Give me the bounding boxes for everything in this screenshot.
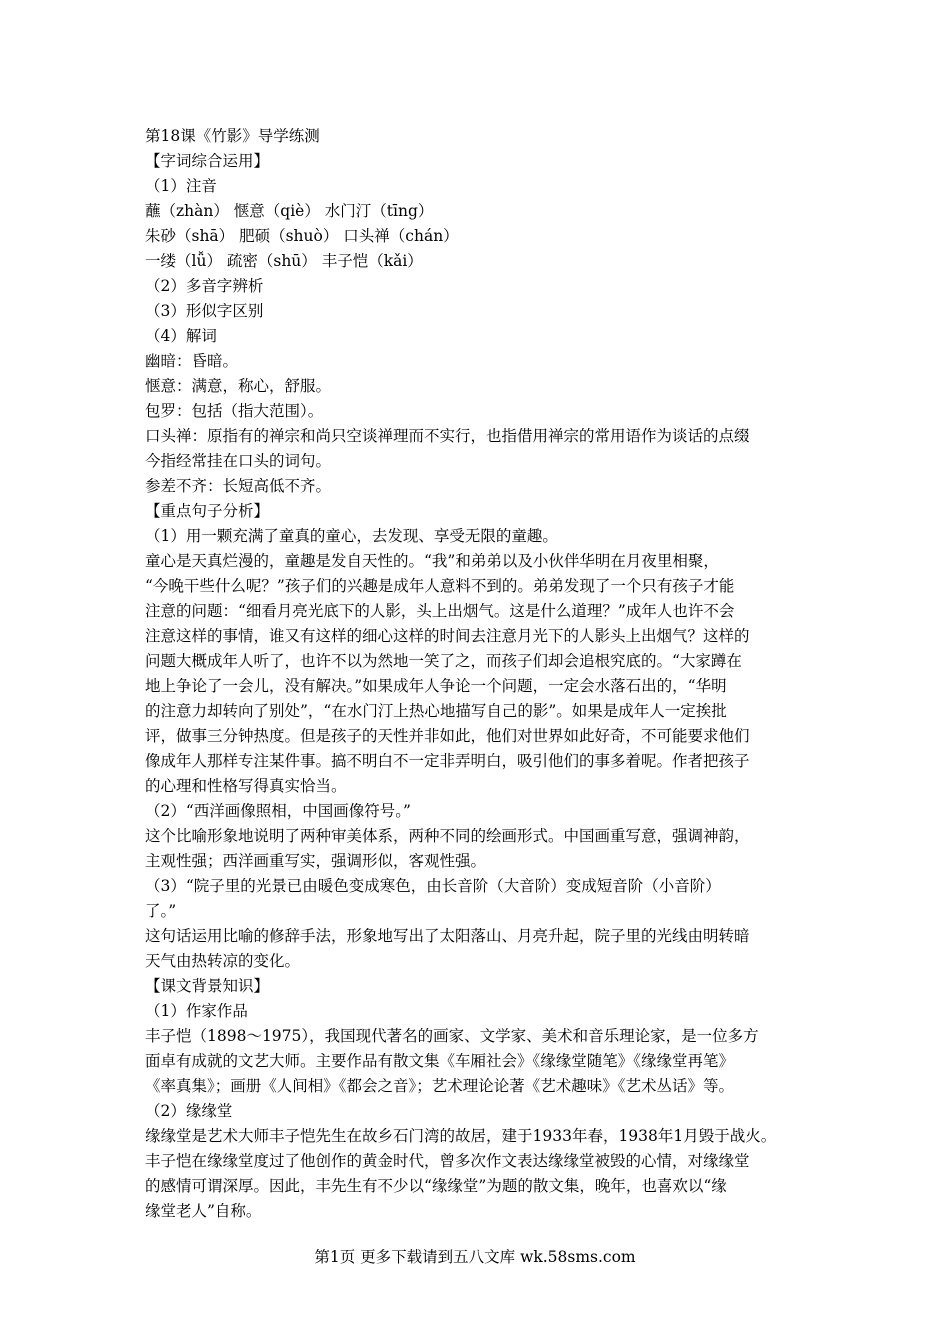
text-line: 缘缘堂是艺术大师丰子恺先生在故乡石门湾的故居，建于1933年春，1938年1月毁于战火。 bbox=[145, 1127, 777, 1145]
text-line: 蘸（zhàn） 惬意（qiè） 水门汀（tīng） bbox=[145, 202, 434, 220]
text-line: 了。” bbox=[145, 902, 177, 920]
text-line: 问题大概成年人听了，也许不以为然地一笑了之，而孩子们却会追根究底的。“大家蹲在 bbox=[145, 652, 742, 670]
text-line: （2）“西洋画像照相，中国画像符号。” bbox=[145, 802, 411, 820]
text-line: 像成年人那样专注某件事。搞不明白不一定非弄明白，吸引他们的事多着呢。作者把孩子 bbox=[145, 752, 750, 770]
text-line: 口头禅：原指有的禅宗和尚只空谈禅理而不实行，也指借用禅宗的常用语作为谈话的点缀 bbox=[145, 427, 750, 445]
text-line: 注意这样的事情，谁又有这样的细心这样的时间去注意月光下的人影头上出烟气？这样的 bbox=[145, 627, 750, 645]
text-line: 《率真集》；画册《人间相》《都会之音》；艺术理论论著《艺术趣味》《艺术丛话》等。 bbox=[145, 1077, 735, 1095]
document-body bbox=[145, 124, 820, 1224]
text-line: 的感情可谓深厚。因此，丰先生有不少以“缘缘堂”为题的散文集，晚年，也喜欢以“缘 bbox=[145, 1177, 727, 1195]
text-line: 注意的问题：“细看月亮光底下的人影，头上出烟气。这是什么道理？”成年人也许不会 bbox=[145, 602, 735, 620]
page-footer: 第1页 更多下载请到五八文库 wk.58sms.com bbox=[314, 1248, 636, 1266]
text-line: 评，做事三分钟热度。但是孩子的天性并非如此，他们对世界如此好奇，不可能要求他们 bbox=[145, 727, 750, 745]
text-line: 缘堂老人”自称。 bbox=[145, 1202, 262, 1220]
text-line: 【重点句子分析】 bbox=[145, 502, 270, 520]
text-line: （1）注音 bbox=[145, 177, 217, 195]
text-line: （1）用一颗充满了童真的童心，去发现、享受无限的童趣。 bbox=[145, 527, 558, 545]
text-line: 第18课《竹影》导学练测 bbox=[145, 127, 320, 145]
text-line: （4）解词 bbox=[145, 327, 217, 345]
text-line: 面卓有成就的文艺大师。主要作品有散文集《车厢社会》《缘缘堂随笔》《缘缘堂再笔》 bbox=[145, 1052, 735, 1070]
text-line: 丰子恺（1898～1975），我国现代著名的画家、文学家、美术和音乐理论家，是一位多方 bbox=[145, 1027, 759, 1045]
text-line: 地上争论了一会儿，没有解决。”如果成年人争论一个问题，一定会水落石出的，“华明 bbox=[145, 677, 727, 695]
text-line: 这句话运用比喻的修辞手法，形象地写出了太阳落山、月亮升起，院子里的光线由明转暗 bbox=[145, 927, 750, 945]
text-line: 朱砂（shā） 肥硕（shuò） 口头禅（chán） bbox=[145, 227, 459, 245]
text-line: 的注意力却转向了别处”，“在水门汀上热心地描写自己的影”。如果是成年人一定挨批 bbox=[145, 702, 727, 720]
text-line: 一缕（lǚ） 疏密（shū） 丰子恺（kǎi） bbox=[145, 252, 423, 270]
text-line: （2）缘缘堂 bbox=[145, 1102, 233, 1120]
text-line: （3）“院子里的光景已由暖色变成寒色，由长音阶（大音阶）变成短音阶（小音阶） bbox=[145, 877, 721, 895]
text-line: 【课文背景知识】 bbox=[145, 977, 270, 995]
text-line: 今指经常挂在口头的词句。 bbox=[145, 452, 332, 470]
text-line: 惬意：满意，称心，舒服。 bbox=[145, 377, 332, 395]
text-line: 丰子恺在缘缘堂度过了他创作的黄金时代，曾多次作文表达缘缘堂被毁的心情，对缘缘堂 bbox=[145, 1152, 750, 1170]
text-line: 【字词综合运用】 bbox=[145, 152, 270, 170]
text-line: 这个比喻形象地说明了两种审美体系，两种不同的绘画形式。中国画重写意，强调神韵， bbox=[145, 827, 750, 845]
text-line: 童心是天真烂漫的，童趣是发自天性的。“我”和弟弟以及小伙伴华明在月夜里相聚， bbox=[145, 552, 719, 570]
text-line: 天气由热转凉的变化。 bbox=[145, 952, 301, 970]
text-line: 幽暗：昏暗。 bbox=[145, 352, 239, 370]
text-line: （1）作家作品 bbox=[145, 1002, 248, 1020]
text-line: “今晚干些什么呢？”孩子们的兴趣是成年人意料不到的。弟弟发现了一个只有孩子才能 bbox=[145, 577, 735, 595]
text-line: （3）形似字区别 bbox=[145, 302, 264, 320]
text-line: 主观性强；西洋画重写实，强调形似，客观性强。 bbox=[145, 852, 487, 870]
text-line: 包罗：包括（指大范围）。 bbox=[145, 402, 324, 420]
text-line: 的心理和性格写得真实恰当。 bbox=[145, 777, 347, 795]
text-line: 参差不齐：长短高低不齐。 bbox=[145, 477, 332, 495]
text-line: （2）多音字辨析 bbox=[145, 277, 264, 295]
